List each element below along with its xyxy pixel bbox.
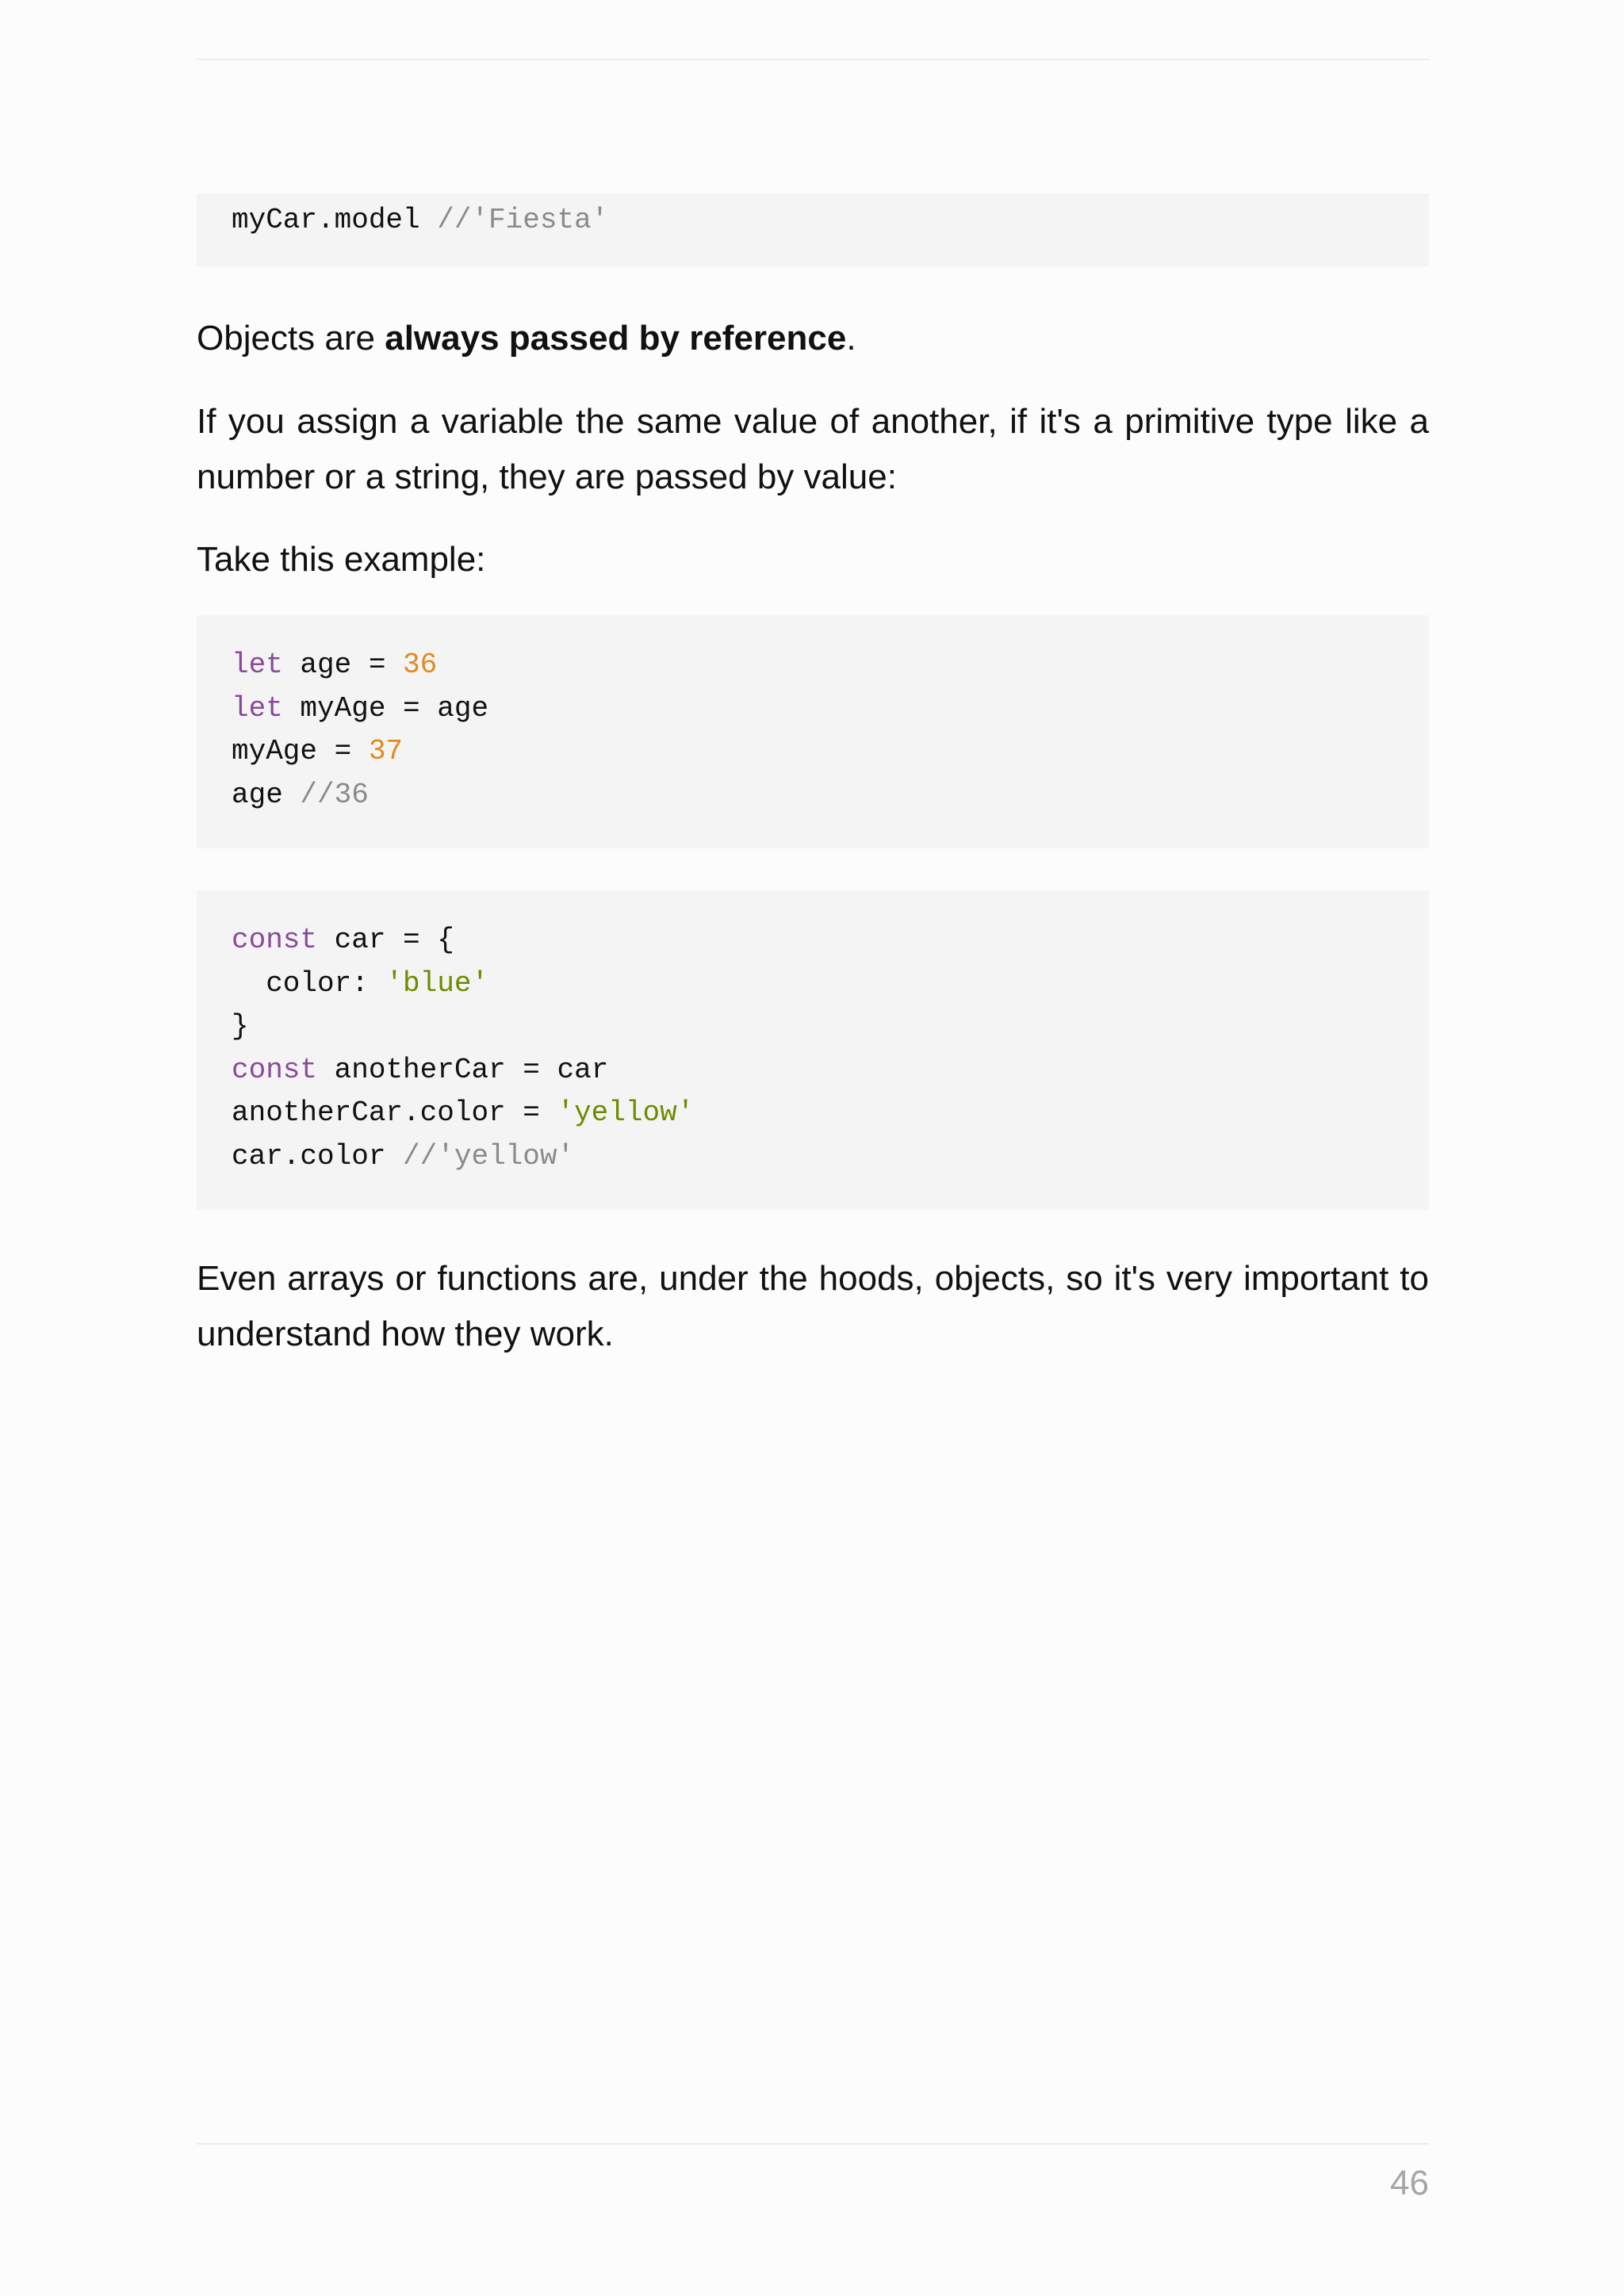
code-token: const: [232, 1053, 318, 1086]
code-token: age: [232, 778, 301, 811]
code-token: myAge = age: [282, 691, 489, 725]
paragraph-objects-by-reference: [197, 311, 1429, 366]
code-token: myCar.model: [232, 204, 438, 236]
paragraph-text: Objects are: [197, 319, 385, 358]
code-token: }: [232, 1010, 249, 1043]
code-token: anotherCar = car: [317, 1053, 609, 1086]
paragraph-arrays-functions-objects: Even arrays or functions are, under the hoods, objects, so it's very important to understand how they work.: [197, 1259, 1429, 1353]
code-line: [232, 199, 1429, 243]
code-token: anotherCar.color =: [232, 1096, 557, 1129]
code-line: [232, 644, 1429, 687]
code-token: car.color: [232, 1139, 404, 1173]
code-line: [232, 774, 1429, 817]
code-token: let: [232, 649, 283, 681]
code-token: car = {: [317, 924, 454, 956]
emphasis-text: always passed by reference: [385, 319, 847, 358]
code-token: const: [232, 924, 318, 956]
page-number: 46: [1390, 2164, 1429, 2202]
paragraph-take-example: Take this example:: [197, 540, 486, 579]
code-token: //36: [300, 778, 369, 811]
code-block-age-example: [197, 615, 1429, 848]
code-token: 'blue': [385, 966, 489, 1000]
code-token: //'Fiesta': [437, 204, 609, 236]
code-block-car-example: [197, 890, 1429, 1210]
code-token: age =: [282, 649, 404, 681]
code-line: [232, 1005, 1429, 1049]
paragraph-primitive-by-value: If you assign a variable the same value of another, if it's a primitive type like a number or a string, they are passed by value:: [197, 402, 1429, 496]
code-token: 37: [368, 735, 404, 767]
code-line: [232, 1092, 1429, 1135]
code-token: 36: [403, 649, 438, 681]
code-line: [232, 687, 1429, 731]
code-token: 'yellow': [557, 1096, 695, 1129]
code-token: color:: [232, 966, 386, 1000]
code-token: let: [232, 691, 283, 725]
code-line: [232, 730, 1429, 774]
code-line: [232, 919, 1429, 962]
code-line: [232, 1049, 1429, 1093]
code-token: myAge =: [232, 735, 369, 767]
code-token: //'yellow': [403, 1139, 575, 1173]
code-line: [232, 962, 1429, 1006]
header-rule: [197, 59, 1429, 60]
code-block-mycar-model: [197, 193, 1429, 266]
code-line: [232, 1135, 1429, 1179]
paragraph-text: .: [846, 319, 856, 358]
footer-rule: [197, 2143, 1429, 2145]
